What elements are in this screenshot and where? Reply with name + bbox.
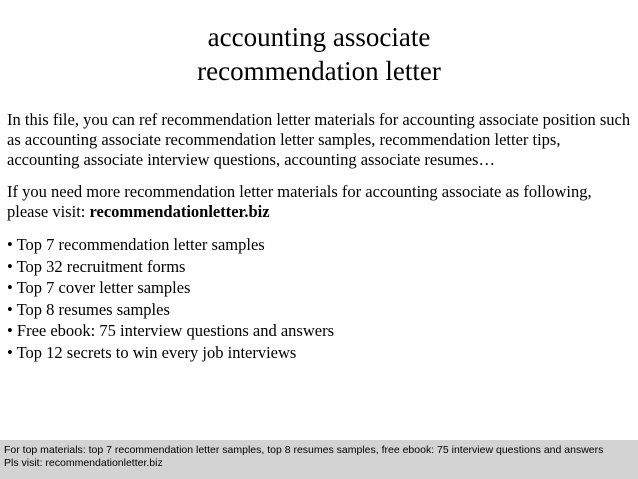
list-item: • Top 12 secrets to win every job interviews [7, 342, 297, 362]
list-item: • Free ebook: 75 interview questions and answers [7, 321, 334, 340]
footer-line-2[interactable]: Pls visit: recommendationletter.biz [4, 457, 163, 469]
list-item: • Top 7 cover letter samples [7, 278, 191, 297]
list-item: • Top 7 recommendation letter samples [7, 235, 265, 254]
visit-paragraph [7, 182, 632, 222]
list-item: • Top 32 recruitment forms [7, 256, 186, 276]
title-line-1: accounting associate [207, 22, 431, 52]
slide-body [7, 110, 632, 363]
footer-line-1: For top materials: top 7 recommendation letter samples, top 8 resumes samples, free ebook: 75 interview questions and answers [4, 444, 604, 456]
visit-link[interactable]: recommendationletter.biz [89, 202, 270, 221]
page-title [0, 20, 638, 88]
footer-bar [0, 440, 638, 479]
intro-paragraph: In this file, you can ref recommendation letter materials for accounting associate position such as accounting associate recommendation letter samples, recommendation letter tips, accounting associate interview questions, accounting associate resumes… [7, 110, 631, 169]
visit-text: If you need more recommendation letter materials for accounting associate as following, please visit: [7, 182, 592, 221]
title-line-2: recommendation letter [197, 56, 441, 86]
bullet-list [7, 234, 632, 363]
list-item: • Top 8 resumes samples [7, 299, 170, 319]
